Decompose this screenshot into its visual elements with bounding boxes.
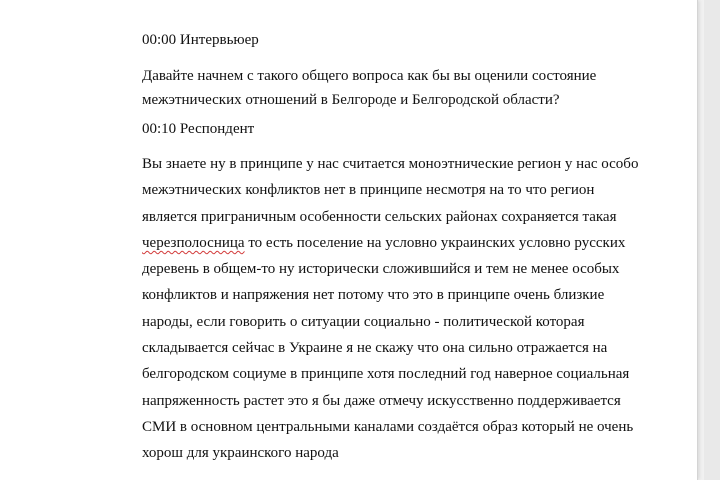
paragraph-line: деревень в общем-то ну исторически сложившийся и тем не менее особых	[142, 261, 620, 278]
paragraph-line: СМИ в основном центральными каналами создаётся образ который не очень	[142, 418, 634, 435]
paragraph-answer	[142, 151, 682, 467]
paragraph-line: напряженность растет это я бы даже отмечу искусственно поддерживается	[142, 392, 621, 409]
paragraph-line: народы, если говорить о ситуации социально - политической которая	[142, 313, 585, 330]
paragraph-question	[142, 64, 682, 112]
paragraph-line: Давайте начнем с такого общего вопроса как бы вы оценили состояние	[142, 68, 597, 84]
misspelled-word[interactable]: черезполосница	[142, 234, 245, 251]
paragraph-line: складывается сейчас в Украине я не скажу что она сильно отражается на	[142, 340, 608, 357]
paragraph-line: является приграничным особенности сельских районах сохраняется такая	[142, 208, 617, 225]
paragraph-line: конфликтов и напряжения нет потому что это в принципе очень близкие	[142, 287, 605, 304]
paragraph-line	[142, 230, 682, 256]
line-rest: то есть поселение на условно украинских условно русских	[244, 234, 626, 251]
scroll-area[interactable]	[704, 0, 720, 480]
paragraph-line: хорош для украинского народа	[142, 445, 339, 462]
timestamp-interviewer: 00:00 Интервьюер	[142, 32, 259, 48]
paragraph-line: межэтнических конфликтов нет в принципе несмотря на то что регион	[142, 182, 595, 199]
paragraph-line: Вы знаете ну в принципе у нас считается моноэтнические регион у нас особо	[142, 156, 639, 172]
paragraph-line: белгородском социуме в принципе хотя последний год наверное социальная	[142, 366, 630, 383]
timestamp-respondent: 00:10 Респондент	[142, 121, 255, 137]
paragraph-line: межэтнических отношений в Белгороде и Белгородской области?	[142, 92, 560, 108]
